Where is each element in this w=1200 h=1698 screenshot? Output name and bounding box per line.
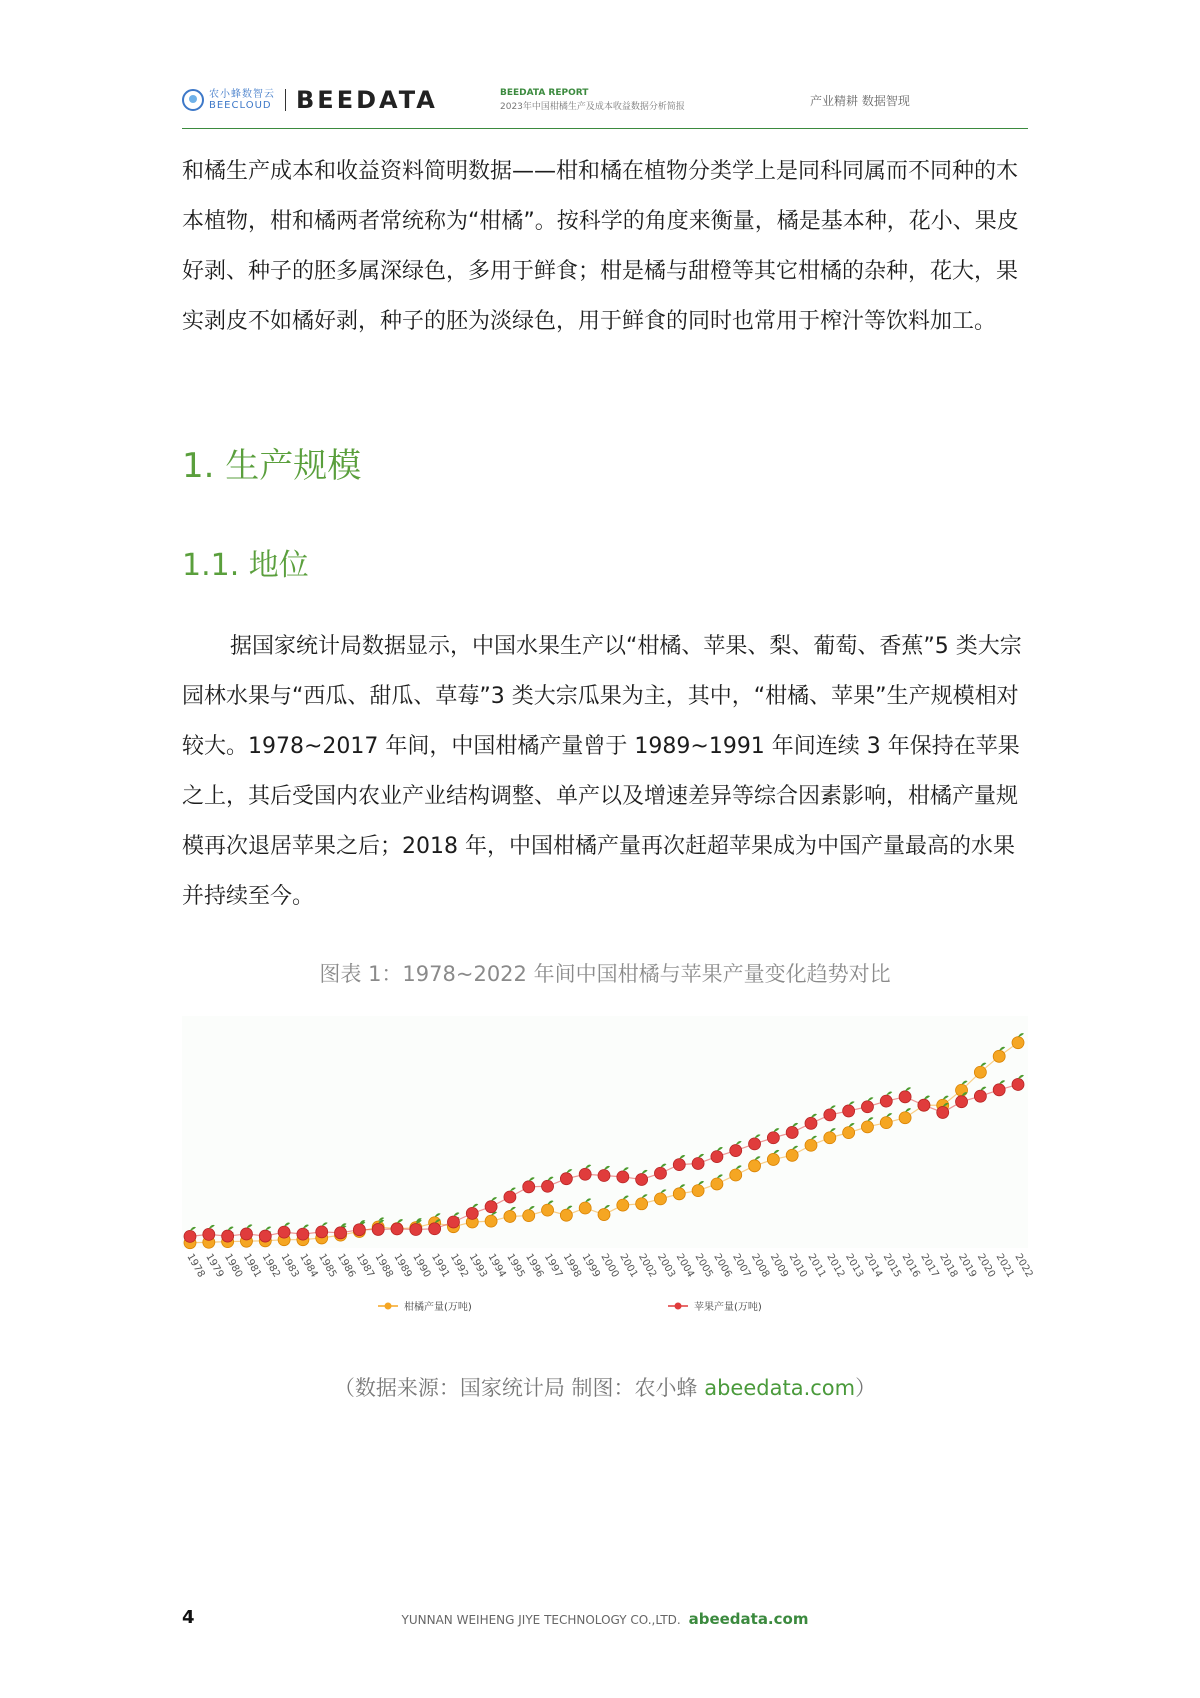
data-point[interactable]: [880, 1117, 892, 1129]
logo-group: [182, 86, 438, 114]
intro-paragraph: 和橘生产成本和收益资料简明数据——柑和橘在植物分类学上是同科同属而不同种的木本植物，柑和橘两者常统称为“柑橘”。按科学的角度来衡量，橘是基本种，花小、果皮好剥、种子的胚多属深绿色，多用于鲜食；柑是橘与甜橙等其它柑橘的杂种，花大，果实剥皮不如橘好剥，种子的胚为淡绿色，用于鲜食的同时也常用于榨汁等饮料加工。: [182, 159, 1019, 334]
footer-company: YUNNAN WEIHENG JIYE TECHNOLOGY CO.,LTD.: [401, 1613, 681, 1627]
page-footer: [182, 1610, 1028, 1628]
data-point[interactable]: [993, 1084, 1005, 1096]
data-point[interactable]: [353, 1224, 365, 1236]
data-point[interactable]: [711, 1178, 723, 1190]
page-number: 4: [182, 1607, 195, 1628]
chart-svg: [182, 1016, 1035, 1316]
data-point[interactable]: [410, 1224, 422, 1236]
x-tick-label: 1989: [391, 1252, 414, 1280]
x-tick-label: 1986: [334, 1252, 358, 1280]
data-point[interactable]: [617, 1199, 629, 1211]
data-point[interactable]: [504, 1210, 516, 1222]
beecloud-logo-icon: [182, 89, 204, 111]
data-point[interactable]: [335, 1227, 347, 1239]
data-point[interactable]: [316, 1226, 328, 1238]
report-title: BEEDATA REPORT: [500, 88, 589, 98]
x-tick-label: 1988: [372, 1252, 395, 1280]
x-tick-label: 2008: [748, 1252, 772, 1280]
x-tick-label: 2004: [673, 1252, 696, 1280]
data-point[interactable]: [786, 1126, 798, 1138]
section-heading: 1. 生产规模: [182, 446, 362, 486]
x-tick-label: 1984: [297, 1252, 320, 1280]
header-slogan: 产业精耕 数据智现: [810, 94, 910, 108]
data-point[interactable]: [278, 1226, 290, 1238]
data-point[interactable]: [918, 1099, 930, 1111]
data-point[interactable]: [861, 1121, 873, 1133]
x-tick-label: 1982: [259, 1252, 282, 1280]
data-point[interactable]: [899, 1112, 911, 1124]
data-point[interactable]: [749, 1138, 761, 1150]
x-tick-label: 2003: [654, 1252, 678, 1280]
source-close: ）: [855, 1376, 877, 1400]
x-tick-label: 2007: [730, 1252, 753, 1280]
subsection-heading: 1.1. 地位: [182, 548, 309, 583]
data-point[interactable]: [824, 1132, 836, 1144]
data-point[interactable]: [824, 1109, 836, 1121]
data-point[interactable]: [203, 1228, 215, 1240]
legend-item-apple[interactable]: [668, 1300, 762, 1313]
x-tick-label: 1995: [504, 1252, 527, 1280]
x-tick-label: 1981: [240, 1252, 264, 1280]
data-point[interactable]: [523, 1210, 535, 1222]
data-point[interactable]: [1012, 1078, 1024, 1090]
data-point[interactable]: [222, 1230, 234, 1242]
x-tick-label: 1979: [203, 1252, 226, 1280]
data-point[interactable]: [240, 1228, 252, 1240]
data-point[interactable]: [711, 1151, 723, 1163]
x-tick-label: 1994: [485, 1252, 508, 1280]
data-point[interactable]: [579, 1202, 591, 1214]
x-tick-label: 1999: [579, 1252, 602, 1280]
data-point[interactable]: [861, 1101, 873, 1113]
data-point[interactable]: [447, 1216, 459, 1228]
data-point[interactable]: [805, 1139, 817, 1151]
data-point[interactable]: [617, 1171, 629, 1183]
data-point[interactable]: [466, 1207, 478, 1219]
x-tick-label: 2017: [918, 1252, 941, 1280]
data-point[interactable]: [692, 1157, 704, 1169]
x-tick-label: 2012: [824, 1252, 847, 1280]
data-point[interactable]: [767, 1132, 779, 1144]
source-text: （数据来源：国家统计局 制图：农小蜂: [333, 1376, 705, 1400]
logo-cn: 农小蜂数智云: [209, 89, 275, 100]
x-tick-label: 1987: [353, 1252, 377, 1280]
x-tick-label: 2020: [974, 1252, 998, 1280]
x-tick-label: 2015: [880, 1252, 903, 1280]
data-point[interactable]: [786, 1149, 798, 1161]
legend-marker: [385, 1303, 392, 1310]
data-point[interactable]: [636, 1173, 648, 1185]
data-point[interactable]: [579, 1168, 591, 1180]
x-tick-label: 2021: [993, 1252, 1016, 1280]
report-info: [500, 86, 685, 114]
data-point[interactable]: [504, 1191, 516, 1203]
data-point[interactable]: [843, 1105, 855, 1117]
data-point[interactable]: [636, 1198, 648, 1210]
data-point[interactable]: [673, 1188, 685, 1200]
data-point[interactable]: [560, 1209, 572, 1221]
data-point[interactable]: [1012, 1037, 1024, 1049]
legend-marker: [675, 1303, 682, 1310]
x-tick-label: 1991: [429, 1252, 452, 1280]
x-tick-label: 1980: [222, 1252, 245, 1280]
data-point[interactable]: [899, 1091, 911, 1103]
x-tick-label: 1996: [523, 1252, 546, 1280]
x-tick-label: 2005: [692, 1252, 715, 1280]
data-point[interactable]: [673, 1159, 685, 1171]
production-trend-chart: [182, 1016, 1035, 1316]
x-tick-label: 1997: [541, 1252, 565, 1280]
x-tick-label: 1990: [410, 1252, 433, 1280]
data-point[interactable]: [485, 1215, 497, 1227]
x-tick-label: 2016: [899, 1252, 922, 1280]
data-point[interactable]: [598, 1209, 610, 1221]
report-subtitle: 2023年中国柑橘生产及成本收益数据分析简报: [500, 102, 685, 112]
x-tick-label: 2010: [786, 1252, 809, 1280]
x-tick-label: 1998: [560, 1252, 584, 1280]
data-point[interactable]: [560, 1173, 572, 1185]
footer-url[interactable]: abeedata.com: [688, 1610, 809, 1628]
data-point[interactable]: [598, 1169, 610, 1181]
x-tick-label: 1983: [278, 1252, 301, 1280]
x-tick-label: 2009: [767, 1252, 791, 1280]
x-tick-label: 2019: [955, 1252, 979, 1280]
data-point[interactable]: [749, 1160, 761, 1172]
data-point[interactable]: [485, 1201, 497, 1213]
page-header: [182, 80, 1028, 129]
figure-caption: 图表 1：1978~2022 年间中国柑橘与苹果产量变化趋势对比: [319, 962, 891, 986]
x-tick-label: 1993: [466, 1252, 489, 1280]
data-point[interactable]: [259, 1230, 271, 1242]
data-point[interactable]: [184, 1230, 196, 1242]
x-tick-label: 1978: [184, 1252, 207, 1280]
data-point[interactable]: [880, 1095, 892, 1107]
data-point[interactable]: [843, 1127, 855, 1139]
x-tick-label: 2013: [843, 1252, 866, 1280]
x-tick-label: 2022: [1012, 1252, 1035, 1280]
data-point[interactable]: [429, 1223, 441, 1235]
data-point[interactable]: [730, 1145, 742, 1157]
data-point[interactable]: [523, 1181, 535, 1193]
body-paragraph: 据国家统计局数据显示，中国水果生产以“柑橘、苹果、梨、葡萄、香蕉”5 类大宗园林水果与“西瓜、甜瓜、草莓”3 类大宗瓜果为主，其中，“柑橘、苹果”生产规模相对较大。1978~2017 年间，中国柑橘产量曾于 1989~1991 年间连续 3 年保持在苹果之上，其后受国内农业产业结构调整、单产以及增速差异等综合因素影响，柑橘产量规模再次退居苹果之后；2018 年，中国柑橘产量再次赶超苹果成为中国产量最高的水果并持续至今。: [182, 634, 1022, 909]
data-point[interactable]: [956, 1084, 968, 1096]
data-point[interactable]: [654, 1167, 666, 1179]
data-point[interactable]: [730, 1169, 742, 1181]
x-tick-label: 2000: [598, 1252, 621, 1280]
data-point[interactable]: [542, 1180, 554, 1192]
data-point[interactable]: [937, 1106, 949, 1118]
data-point[interactable]: [974, 1066, 986, 1078]
x-tick-label: 2011: [805, 1252, 828, 1280]
logo-divider: [285, 89, 286, 111]
data-source-line: [182, 1372, 1028, 1402]
source-site-link[interactable]: abeedata.com: [704, 1376, 856, 1400]
data-point[interactable]: [692, 1185, 704, 1197]
data-point[interactable]: [297, 1228, 309, 1240]
data-point[interactable]: [993, 1050, 1005, 1062]
data-point[interactable]: [542, 1204, 554, 1216]
x-tick-label: 1985: [316, 1252, 339, 1280]
logo-text: [209, 89, 275, 111]
x-tick-label: 2002: [636, 1252, 659, 1280]
data-point[interactable]: [372, 1223, 384, 1235]
x-tick-label: 2014: [861, 1252, 885, 1280]
brand-name: BEEDATA: [296, 86, 438, 114]
data-point[interactable]: [391, 1223, 403, 1235]
legend-label: 苹果产量(万吨): [694, 1302, 762, 1313]
data-point[interactable]: [956, 1096, 968, 1108]
x-tick-label: 2018: [937, 1252, 960, 1280]
x-tick-label: 2006: [711, 1252, 734, 1280]
x-tick-label: 1992: [447, 1252, 471, 1280]
logo-en: BEECLOUD: [209, 100, 272, 111]
data-point[interactable]: [654, 1193, 666, 1205]
legend-label: 柑橘产量(万吨): [404, 1302, 472, 1313]
x-tick-label: 2001: [617, 1252, 640, 1280]
legend-item-citrus[interactable]: [378, 1300, 472, 1313]
data-point[interactable]: [805, 1117, 817, 1129]
data-point[interactable]: [767, 1153, 779, 1165]
data-point[interactable]: [974, 1090, 986, 1102]
